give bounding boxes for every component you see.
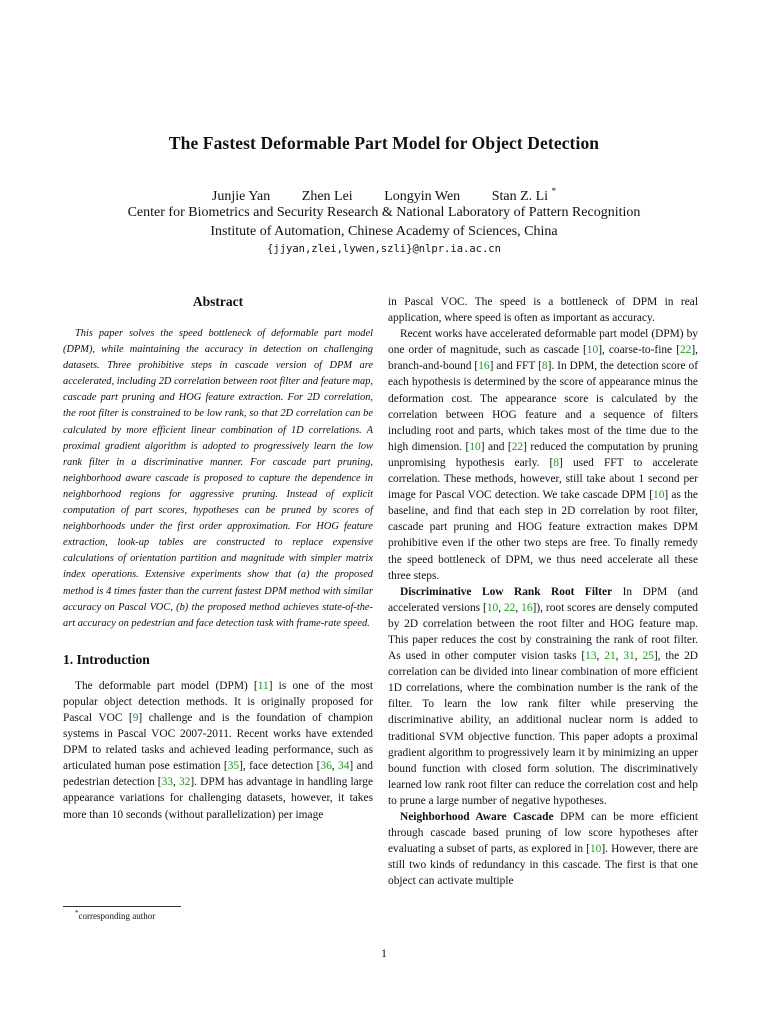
text-run: ] and pedestrian detection [ [63, 760, 374, 789]
text-run: , [596, 650, 605, 663]
continued-paragraph: in Pascal VOC. The speed is a bottleneck of DPM in real application, where speed is often as important as accuracy. [388, 296, 698, 325]
citation-link[interactable]: 36 [320, 760, 332, 773]
text-run: ] is one of the most popular object detection methods. It is originally proposed for Pascal VOC [ [63, 679, 373, 724]
text-run: ] and [ [480, 440, 512, 453]
author-name-text: Stan Z. Li [491, 188, 549, 204]
citation-link[interactable]: 10 [486, 601, 499, 614]
text-run: ]. DPM has advantage in handling large appearance variations for challenging datasets, however, it takes more than 10 seconds (without parallelization) per image [63, 776, 373, 821]
email-line: {jjyan,zlei,lywen,szli}@nlpr.ia.ac.cn [267, 243, 501, 255]
paragraph-run-in-heading: Neighborhood Aware Cascade [400, 811, 554, 823]
citation-link[interactable]: 11 [257, 679, 269, 692]
citation-link[interactable]: 10 [653, 489, 665, 502]
affiliation-line-2: Institute of Automation, Chinese Academy of Sciences, China [210, 224, 558, 239]
text-run: , [515, 601, 522, 614]
citation-link[interactable]: 25 [642, 650, 654, 663]
cascade-paragraph [388, 809, 698, 889]
text-run: , [331, 760, 338, 773]
low-rank-paragraph [388, 584, 698, 809]
corresponding-author-mark: * [551, 186, 557, 196]
citation-link[interactable]: 33 [161, 776, 173, 789]
author-name: Longyin Wen [384, 188, 461, 204]
abstract-heading: Abstract [192, 294, 244, 309]
text-run: The deformable part model (DPM) [ [75, 679, 258, 692]
left-column [63, 294, 373, 823]
text-run: ] challenge and is the foundation of champion systems in Pascal VOC 2007-2011. Recent works have extended DPM to related tasks and achieved leading performance, such as articulated human pose estimation [ [63, 711, 373, 773]
citation-link[interactable]: 8 [553, 456, 560, 469]
text-run: ]. However, there are still two kinds of redundancy in this cascade. The first is that one object can activate multiple [388, 843, 698, 888]
citation-link[interactable]: 13 [585, 650, 597, 663]
text-run: , [498, 601, 504, 614]
citation-link[interactable]: 8 [541, 360, 548, 373]
abstract-text: This paper solves the speed bottleneck of deformable part model (DPM), while maintaining the accuracy in detection on challenging datasets. Three prohibitive steps in cascade version of DPM are accelerated, including 2D correlation between root filter and feature map, cascade part pruning and HOG feature extraction. For 2D correlation, the root filter is constrained to be low rank, so that 2D correlation can be calculated by more efficient linear combination of 1D correlations. A proximal gradient algorithm is adopted to progressively learn the low rank filter in a discriminative manner. For cascade part pruning, neighborhood aware cascade is proposed to capture the dependence in neighborhood regions for aggressive pruning. Instead of explicit computation of part scores, hypotheses can be pruned by scores of neighborhoods under the first order approximation. For HOG feature extraction, look-up tables are constructed to replace expensive calculations of orientation partition and magnitude with simpler matrix index operations. Extensive experiments show that (a) the proposed method is 4 times faster than the current fastest DPM method with similar accuracy on Pascal VOC, (b) the proposed method achieves state-of-the-art accuracy on pedestrian and face detection task with frame-rate speed. [63, 328, 373, 629]
text-run: , [172, 776, 179, 789]
intro-paragraph [63, 678, 373, 823]
footnote [75, 909, 155, 921]
paragraph-run-in-heading: Discriminative Low Rank Root Filter [400, 585, 613, 598]
text-run: In DPM (and accelerated versions [ [388, 585, 698, 614]
related-work-paragraph [388, 326, 698, 584]
text-run: ] used FFT to accelerate correlation. These methods, however, still take about 1 second per image for Pascal VOC detection. We take cascade DPM [ [388, 456, 698, 502]
citation-link[interactable]: 10 [469, 440, 481, 453]
footnote-mark: * [75, 909, 79, 917]
text-run: DPM can be more efficient through cascade based pruning of low score hypotheses after evaluating a subset of parts, as explored in [ [388, 811, 698, 856]
citation-link[interactable]: 21 [604, 650, 616, 663]
text-run: ]. In DPM, the detection score of each hypothesis is determined by the score of appearance minus the deformation cost. The appearance score is calculated by the correlation between HOG feature and a sequence of filters including root and parts, which takes most of the time due to the high dimension. [ [388, 360, 699, 453]
citation-link[interactable]: 9 [132, 711, 139, 724]
text-run: ], face detection [ [239, 760, 321, 773]
author-name: Junjie Yan [211, 188, 271, 204]
footnote-divider [63, 906, 181, 907]
citation-link[interactable]: 16 [521, 601, 533, 614]
text-run: ] reduced the computation by pruning unpromising hypothesis early. [ [388, 440, 699, 469]
paper-title: The Fastest Deformable Part Model for Object Detection [168, 133, 600, 153]
citation-link[interactable]: 22 [503, 601, 516, 614]
text-run: ]), root scores are densely computed by 2D correlation between the root filter and HOG feature map. This paper reduces the cost by constraining the rank of root filter. As used in other computer vision tasks [ [388, 601, 699, 663]
author-name [492, 186, 556, 205]
text-run: ], coarse-to-fine [ [598, 344, 680, 357]
citation-link[interactable]: 35 [227, 760, 240, 773]
author-list [0, 186, 768, 205]
text-run: ], branch-and-bound [ [388, 344, 699, 373]
citation-link[interactable]: 31 [623, 650, 635, 663]
citation-link[interactable]: 34 [338, 760, 350, 773]
page-number: 1 [381, 946, 387, 960]
text-run: ], the 2D correlation can be divided into linear combination of more efficient 1D correlations, where the combination number is the rank of the filter. To learn the low rank filter while preserving the discriminative ability, an additional nuclear norm is added to traditional SVM objective function. This paper adopts a proximal gradient algorithm to progressively learn it by minimizing an upper bound function with closed form solution. The discriminatively learned low rank root filter can reduce the correlation cost and help to prune a large number of negative hypotheses. [388, 650, 698, 807]
text-run: ] as the baseline, and find that each step in 2D correlation by root filter, cascade part pruning and HOG feature extraction makes DPM prohibitive even if the other two steps are free. To finally remedy the speed bottleneck of DPM, we thus need accelerate all these three steps. [388, 489, 698, 582]
citation-link[interactable]: 22 [679, 344, 692, 357]
text-run: , [615, 650, 624, 663]
section-heading-introduction: 1. Introduction [63, 651, 150, 667]
affiliation-line-1: Center for Biometrics and Security Research & National Laboratory of Pattern Recognition [127, 205, 641, 220]
citation-link[interactable]: 10 [589, 843, 602, 856]
footnote-text: corresponding author [78, 911, 156, 921]
text-run: Recent works have accelerated deformable part model (DPM) by one order of magnitude, such as cascade [ [388, 328, 698, 357]
citation-link[interactable]: 10 [586, 344, 599, 357]
right-column [388, 294, 698, 889]
citation-link[interactable]: 22 [511, 440, 524, 453]
citation-link[interactable]: 16 [478, 360, 490, 373]
author-name: Zhen Lei [301, 188, 353, 204]
citation-link[interactable]: 32 [178, 776, 191, 789]
text-run: , [634, 650, 643, 663]
text-run: ] and FFT [ [489, 360, 542, 373]
